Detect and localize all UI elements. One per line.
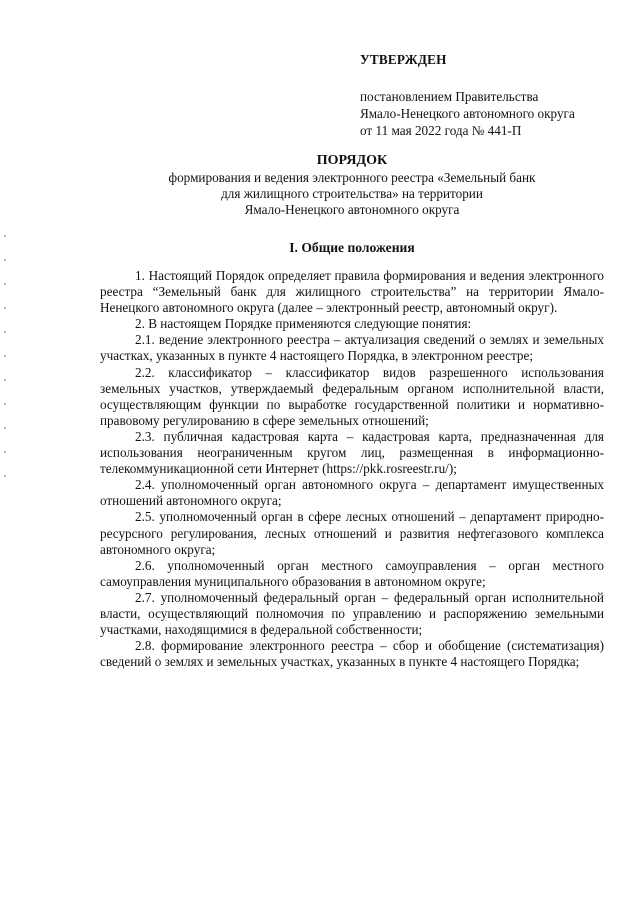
paragraph: 2. В настоящем Порядке применяются следующие понятия:	[135, 316, 472, 332]
scan-dot	[4, 379, 6, 381]
approval-line: Ямало-Ненецкого автономного округа	[360, 106, 575, 121]
document-subtitle-line: для жилищного строительства» на территории	[221, 186, 483, 201]
paragraph: 2.4. уполномоченный орган автономного округа – департамент имущественных отношений автономного округа;	[100, 477, 604, 509]
paragraph: 1. Настоящий Порядок определяет правила формирования и ведения электронного реестра “Земельный банк для жилищного строительства” на территории Ямало-Ненецкого автономного округа (далее – электронный реестр, автономный округ).	[100, 268, 604, 316]
approval-line: постановлением Правительства	[360, 89, 539, 104]
scan-dot	[4, 427, 6, 429]
scan-dot	[4, 331, 6, 333]
paragraph: 2.5. уполномоченный орган в сфере лесных отношений – департамент природно-ресурсного регулирования, лесных отношений и развития нефтегазового комплекса автономного округа;	[100, 509, 604, 557]
paragraph: 2.1. ведение электронного реестра – актуализация сведений о землях и земельных участках, указанных в пункте 4 настоящего Порядка, в электронном реестре;	[100, 332, 604, 364]
scan-dot	[4, 259, 6, 261]
paragraph: 2.6. уполномоченный орган местного самоуправления – орган местного самоуправления муниципального образования в автономном округе;	[100, 557, 604, 589]
scan-dot	[4, 283, 6, 285]
paragraph: 2.7. уполномоченный федеральный орган – федеральный орган исполнительной власти, осуществляющий полномочия по управлению и распоряжению земельными участками, находящимися в федеральной собственности;	[100, 589, 604, 638]
approval-line: от 11 мая 2022 года № 441-П	[360, 123, 522, 138]
document-title-block	[100, 153, 604, 218]
scan-dot	[4, 355, 6, 357]
document-title: ПОРЯДОК	[316, 153, 388, 168]
scan-margin-marks	[4, 235, 7, 535]
approval-heading: УТВЕРЖДЕН	[360, 52, 447, 67]
scan-dot	[4, 307, 6, 309]
approval-stamp-block	[360, 51, 620, 139]
document-subtitle-line: Ямало-Ненецкого автономного округа	[244, 202, 460, 217]
paragraph: 2.3. публичная кадастровая карта – кадастровая карта, предназначенная для использования неограниченным кругом лиц, размещенная в информационно-телекоммуникационной сети Интернет (https://pkk.rosreestr.ru/);	[100, 428, 604, 477]
document-subtitle-line: формирования и ведения электронного реестра «Земельный банк	[168, 170, 536, 185]
scan-dot	[4, 235, 6, 237]
scan-dot	[4, 475, 6, 477]
scan-dot	[4, 451, 6, 453]
paragraph: 2.8. формирование электронного реестра – сбор и обобщение (систематизация) сведений о землях и земельных участках, указанных в пункте 4 настоящего Порядка;	[100, 638, 604, 670]
section-heading: I. Общие положения	[289, 240, 415, 255]
paragraph: 2.2. классификатор – классификатор видов разрешенного использования земельных участков, утверждаемый федеральным органом исполнительной власти, осуществляющим функции по выработке государственной политики и нормативно-правовому регулированию в сфере земельных отношений;	[100, 364, 604, 428]
scan-dot	[4, 403, 6, 405]
document-body	[100, 268, 604, 670]
